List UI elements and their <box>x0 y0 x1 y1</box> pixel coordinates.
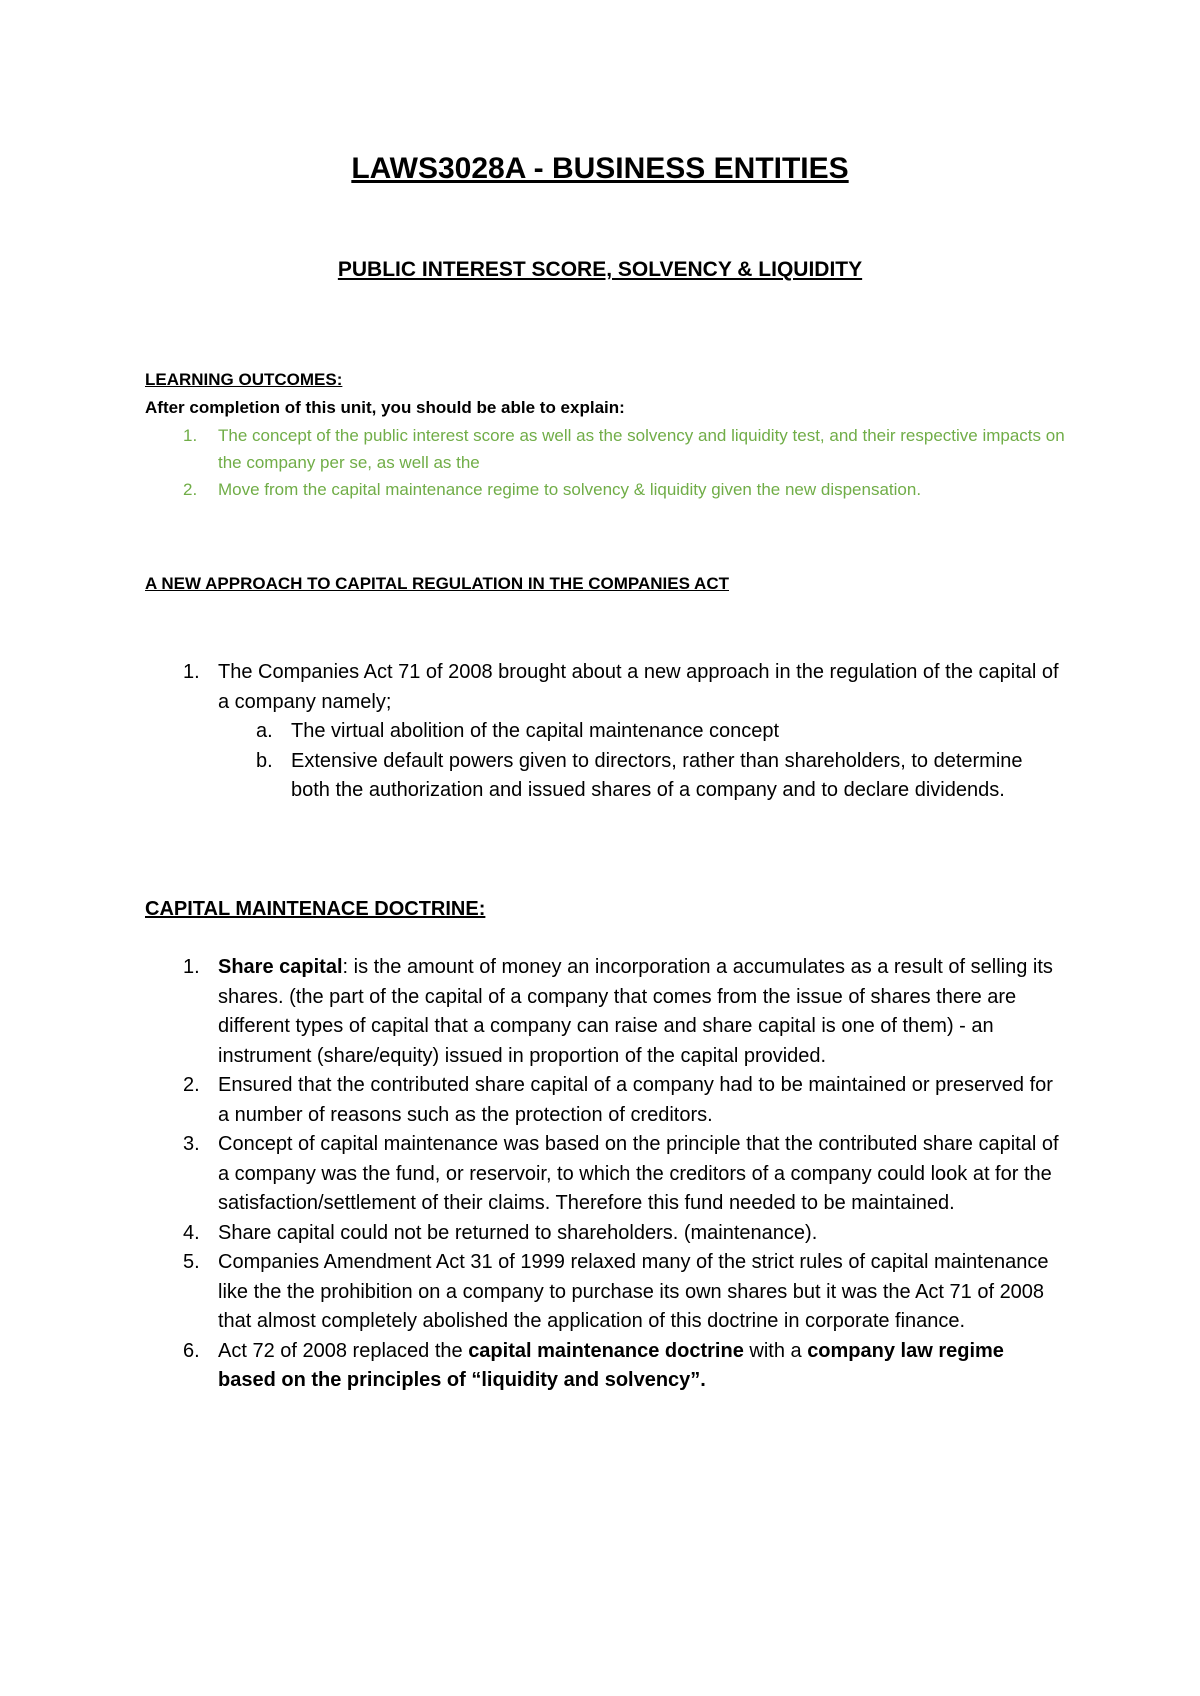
list-item <box>145 1337 1065 1396</box>
document-title: LAWS3028A - BUSINESS ENTITIES <box>351 152 849 185</box>
sub-list-item <box>218 717 1065 747</box>
list-number: 2. <box>183 1074 200 1096</box>
list-number: 5. <box>183 1251 200 1273</box>
list-number: 4. <box>183 1221 200 1244</box>
list-number: 2. <box>183 480 198 499</box>
capital-regulation-list <box>145 658 1065 806</box>
list-text: Share capital could not be returned to shareholders. (maintenance). <box>218 1221 818 1244</box>
list-item <box>145 1130 1065 1219</box>
learning-outcomes-list <box>145 422 1065 503</box>
list-item <box>145 658 1065 806</box>
list-text-part: with a <box>743 1339 808 1362</box>
list-text: : is the amount of money an incorporation a accumulates as a result of selling its shares. (the part of the capital of a company that comes from the issue of shares there are different types of capital that a company can raise and share capital is one of them) - an instrument (share/equity) issued in proportion of the capital provided. <box>218 956 1053 1067</box>
term-company-law-regime: company law regime based on the principles of “liquidity and solvency”. <box>218 1339 1004 1391</box>
sub-list-text: The virtual abolition of the capital maintenance concept <box>291 720 780 742</box>
list-text: The concept of the public interest score as well as the solvency and liquidity test, and their respective impacts on the company per se, as well as the <box>218 426 1065 472</box>
term-capital-maintenance-doctrine: capital maintenance doctrine <box>468 1339 744 1362</box>
list-text: Ensured that the contributed share capital of a company had to be maintained or preserved for a number of reasons such as the protection of creditors. <box>218 1074 1053 1126</box>
capital-maintenance-list <box>145 953 1065 1396</box>
sub-list-item <box>218 747 1065 806</box>
list-item <box>145 953 1065 1071</box>
term-share-capital: Share capital <box>218 956 343 978</box>
list-item <box>145 1248 1065 1337</box>
list-text: Concept of capital maintenance was based on the principle that the contributed share capital of a company was the fund, or reservoir, to which the creditors of a company could look at for the satisfaction/settlement of their claims. Therefore this fund needed to be maintained. <box>218 1133 1059 1214</box>
list-number: 1. <box>183 661 200 683</box>
list-text-part: Act 72 of 2008 replaced the <box>218 1339 469 1362</box>
list-item <box>145 1219 1065 1249</box>
section-heading-capital-regulation: A NEW APPROACH TO CAPITAL REGULATION IN THE COMPANIES ACT <box>145 574 729 593</box>
sub-list-letter: a. <box>256 720 273 742</box>
list-number: 1. <box>183 426 198 445</box>
document-subtitle: PUBLIC INTEREST SCORE, SOLVENCY & LIQUIDITY <box>337 258 863 281</box>
sub-list <box>218 717 1065 806</box>
list-text: Companies Amendment Act 31 of 1999 relaxed many of the strict rules of capital maintenance like the the prohibition on a company to purchase its own shares but it was the Act 71 of 2008 that almost completely abolished the application of this doctrine in corporate finance. <box>218 1251 1049 1332</box>
sub-list-text: Extensive default powers given to directors, rather than shareholders, to determine both the authorization and issued shares of a company and to declare dividends. <box>291 749 1023 801</box>
sub-list-letter: b. <box>256 749 273 772</box>
list-item <box>145 422 1065 476</box>
learning-outcomes-heading: LEARNING OUTCOMES: <box>145 370 343 389</box>
list-number: 3. <box>183 1133 200 1155</box>
list-item <box>145 476 1065 503</box>
list-text: Move from the capital maintenance regime to solvency & liquidity given the new dispensation. <box>218 480 922 499</box>
list-number: 1. <box>183 956 200 978</box>
list-text: The Companies Act 71 of 2008 brought about a new approach in the regulation of the capital of a company namely; <box>218 661 1059 713</box>
list-number: 6. <box>183 1339 200 1362</box>
list-item <box>145 1071 1065 1130</box>
section-heading-capital-maintenance: CAPITAL MAINTENACE DOCTRINE: <box>145 898 486 920</box>
learning-outcomes-lead: After completion of this unit, you should be able to explain: <box>145 398 625 417</box>
